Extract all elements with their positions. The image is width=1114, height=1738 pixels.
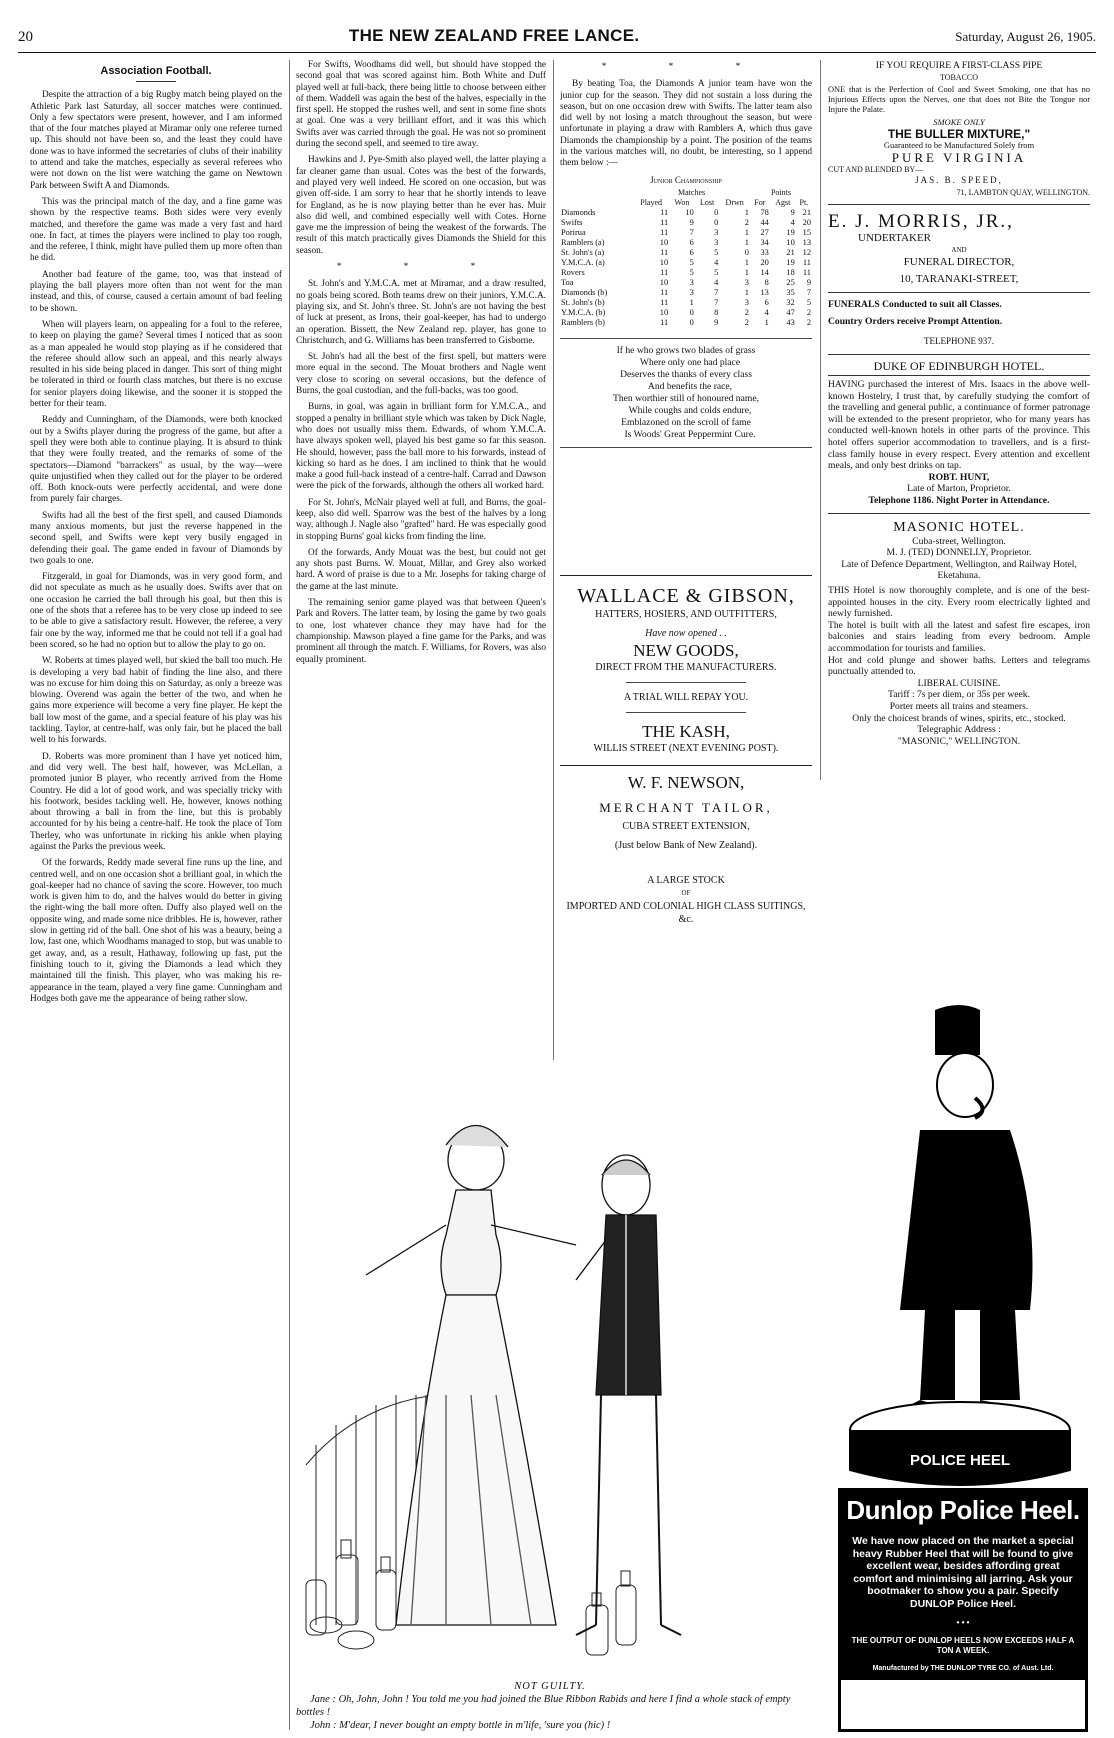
- ad-separator: [828, 292, 1090, 293]
- paragraph: Of the forwards, Reddy made several fine runs up the line, and centred well, and on one occasion shot a brilliant goal, in which the goal-keeper had no chance of saving the score. However, too much work is given him to do, and the halves would do better in giving the right-wing the ball more often. Duffy also played well on the opposite wing, and made some nice dribbles. He is, however, rather slow in getting rid of the ball. One shot of his was a beauty, being a low, fast one, which Woodhams managed to stop, but was unable to get away, and, as a result, Hathaway, following up fast, put the finishing touch to it, giving the Diamonds a lead which they maintained till the finish. This player, who was making his re-appearance in the team, played a very fine game. Cunningham and Hodges both gave me the appearance of being rather slow.: [30, 858, 282, 1004]
- column-divider: [820, 60, 821, 780]
- table-cell: 2: [806, 307, 811, 317]
- table-cell: 7: [689, 227, 694, 237]
- article-column-3: [560, 60, 812, 570]
- table-cell: 11: [660, 227, 669, 237]
- table-cell: 18: [786, 267, 795, 277]
- policeman-icon: [900, 1005, 1035, 1410]
- table-cell: 5: [689, 257, 694, 267]
- table-row: [560, 228, 812, 238]
- table-cell: 3: [714, 237, 719, 247]
- table-cell: 9: [790, 207, 795, 217]
- table-cell: 7: [714, 297, 719, 307]
- morris-and: AND: [951, 245, 967, 254]
- masonic-hotel-late: Late of Defence Department, Wellington, and Railway Hotel, Eketahuna.: [841, 558, 1077, 582]
- column-divider: [289, 60, 290, 1730]
- page-header: [18, 26, 1096, 50]
- table-cell: 20: [802, 217, 811, 227]
- table-cell: 20: [760, 257, 769, 267]
- wallace-gibson-trial: A TRIAL WILL REPAY YOU.: [623, 692, 749, 703]
- table-cell: 7: [714, 287, 719, 297]
- table-cell: 11: [660, 297, 669, 307]
- paragraph: This was the principal match of the day, and a fine game was shown by the respective teams. Both sides were very evenly matched, and therefore the game was made a very fast and hard one. In fact, at times the players were inclined to play too rough, and the referee, I think, might have pulled them up more often than he did.: [30, 196, 282, 264]
- table-cell: 11: [660, 287, 669, 297]
- table-cell: 11: [660, 207, 669, 217]
- table-cell: 10: [786, 237, 795, 247]
- table-cell: 43: [786, 317, 795, 327]
- table-cell: 11: [660, 267, 669, 277]
- team-name: Y.M.C.A. (b): [561, 307, 606, 317]
- cartoon-line-jane: Jane : Oh, John, John ! You told me you had joined the Blue Ribbon Rabids and here I find a whole stack of empty bottles !: [296, 1694, 791, 1718]
- paragraph: For St. John's, McNair played well at full, and Burns, the goal-keep, also did well. Sparrow was the best of the halves by a long way, although J. Nagle also "grafted" hard. He was especially good in stopping Burns' goal kicks from finding the line.: [296, 497, 546, 542]
- table-cell: 32: [786, 297, 795, 307]
- speed-address: 71, LAMBTON QUAY, WELLINGTON.: [956, 187, 1090, 197]
- woman-figure-icon: [366, 1125, 576, 1625]
- policeman-illustration: [830, 1000, 1090, 1490]
- cartoon-illustration: [296, 1065, 804, 1675]
- article-heading: Association Football.: [100, 65, 212, 77]
- duke-hotel-title: DUKE OF EDINBURGH HOTEL.: [873, 358, 1045, 373]
- team-name: Porirua: [561, 227, 586, 237]
- table-body: [560, 208, 812, 328]
- table-cell: 2: [806, 317, 811, 327]
- table-header-cell: For: [754, 197, 766, 207]
- table-cell: 5: [714, 247, 719, 257]
- ad-separator: [828, 354, 1090, 355]
- table-cell: 25: [786, 277, 795, 287]
- heel-box-label: POLICE HEEL: [909, 1452, 1011, 1469]
- ad-separator: [626, 712, 746, 713]
- table-cell: 14: [760, 267, 769, 277]
- table-cell: 8: [764, 277, 769, 287]
- masonic-telegraphic: Telegraphic Address :: [917, 724, 1001, 736]
- masonic-hotel-proprietor: M. J. (TED) DONNELLY, Proprietor.: [886, 547, 1032, 559]
- speed-name: JAS. B. SPEED,: [915, 175, 1003, 186]
- table-cell: 44: [760, 217, 769, 227]
- dunlop-maker: Manufactured by THE DUNLOP TYRE CO. of Aust. Ltd.: [841, 1662, 1085, 1680]
- newson-location: (Just below Bank of New Zealand).: [614, 840, 758, 851]
- duke-hotel-proprietor: ROBT. HUNT,: [928, 471, 990, 483]
- paragraph: Swifts had all the best of the first spell, and caused Diamonds many anxious moments, but just the reverse happened in the second spell, and Swifts were kept very busily engaged in defending their goal. The game ended in favour of Diamonds by two goals to one.: [30, 510, 282, 566]
- table-cell: 27: [760, 227, 769, 237]
- table-cell: 19: [786, 227, 795, 237]
- table-cell: 3: [744, 277, 749, 287]
- buller-mixture: THE BULLER MIXTURE,": [887, 126, 1031, 141]
- duke-hotel-telephone: Telephone 1186. Night Porter in Attendance.: [868, 495, 1050, 507]
- table-cell: 1: [744, 227, 749, 237]
- table-cell: 11: [802, 267, 811, 277]
- paragraph: Despite the attraction of a big Rugby match being played on the Athletic Park last Saturday, all soccer matches were continued. Only a few spectators were present, however, and I am informed that of the four matches played at Miramar only one referee turned up. This should not have been so, and the least they could have done was to have informed the secretaries of clubs of their inability to attend and take the matches, especially as several referees who were not down on the list were watching the game on Newtown Park between Swift A and Diamonds.: [30, 90, 282, 191]
- issue-date: Saturday, August 26, 1905.: [955, 29, 1096, 44]
- dunlop-output: THE OUTPUT OF DUNLOP HEELS NOW EXCEEDS HALF A TON A WEEK.: [841, 1634, 1085, 1662]
- peppermint-cure-verse: [560, 338, 812, 448]
- team-name: Rovers: [561, 267, 585, 277]
- table-cell: 6: [764, 297, 769, 307]
- cartoon-line-john: John : M'dear, I never bought an empty bottle in m'life, 'sure you (hic) !: [310, 1720, 611, 1731]
- verse-line: If he who grows two blades of grass: [616, 344, 756, 356]
- buller-guaranteed: Guaranteed to be Manufactured Solely from: [883, 140, 1035, 151]
- table-cell: 11: [660, 217, 669, 227]
- morris-funeral-director: FUNERAL DIRECTOR,: [903, 255, 1015, 268]
- table-row: [560, 208, 812, 218]
- verse-line: Emblazoned on the scroll of fame: [621, 416, 751, 428]
- table-cell: 10: [659, 257, 669, 267]
- table-header-cell: [560, 198, 633, 208]
- wallace-gibson-title: WALLACE & GIBSON,: [577, 585, 795, 607]
- stock-line-1: A LARGE STOCK: [647, 875, 725, 886]
- page-number: 20: [18, 29, 33, 45]
- pure-virginia: PURE VIRGINIA: [891, 149, 1027, 165]
- article-column-2: [296, 60, 546, 1070]
- stock-line-2: OF: [681, 889, 691, 897]
- masonic-tariff: Tariff : 7s per diem, or 35s per week.: [888, 689, 1030, 701]
- table-row: [560, 278, 812, 288]
- table-row: [560, 298, 812, 308]
- masonic-hotel-body-1: THIS Hotel is now thoroughly complete, and is one of the best-appointed houses in the city. Every room electrically lighted and newly furnished.: [828, 585, 1090, 620]
- table-cell: 1: [744, 287, 749, 297]
- newson-title: W. F. NEWSON,: [627, 773, 745, 792]
- paragraph: Of the forwards, Andy Mouat was the best, but could not get any shots past Burns. W. Mouat, Millar, and Grey also worked hard. A word of praise is due to a Mr. Josephs for taking charge of the game at the last minute.: [296, 547, 546, 592]
- dunlop-dots: • • •: [841, 1616, 1085, 1634]
- table-cell: 78: [760, 207, 769, 217]
- table-group-points: Points: [770, 187, 791, 197]
- advertisements-column-4: [828, 60, 1090, 780]
- team-name: Ramblers (a): [561, 237, 605, 247]
- table-cell: 6: [689, 247, 694, 257]
- wallace-gibson-direct: DIRECT FROM THE MANUFACTURERS.: [595, 662, 777, 673]
- table-cell: 19: [786, 257, 795, 267]
- section-stars: * * *: [601, 62, 771, 72]
- table-cell: 1: [744, 207, 749, 217]
- dunlop-body: We have now placed on the market a special heavy Rubber Heel that will be found to give excellent wear, besides affording great comfort and minimising all jarring. Ask your bootmaker to show you a pair. Specify DUNLOP Police Heel.: [841, 1529, 1085, 1616]
- table-cell: 33: [760, 247, 769, 257]
- table-cell: 13: [760, 287, 769, 297]
- championship-table: [560, 188, 812, 328]
- smoke-only: SMOKE ONLY: [933, 117, 985, 128]
- table-cell: 1: [744, 237, 749, 247]
- the-kash-address: WILLIS STREET (NEXT EVENING POST).: [593, 743, 779, 754]
- table-cell: 12: [802, 247, 811, 257]
- team-name: Y.M.C.A. (a): [561, 257, 605, 267]
- table-group-matches: Matches: [678, 187, 706, 197]
- team-name: Ramblers (b): [561, 317, 605, 327]
- paragraph: Another bad feature of the game, too, was that instead of playing the ball players more often than not went for the man instead, and this, of course, caused a certain amount of bad feeling to be shown.: [30, 269, 282, 314]
- table-cell: 9: [806, 277, 811, 287]
- masonic-wines: Only the choicest brands of wines, spirits, etc., stocked.: [852, 712, 1066, 724]
- paragraph: Fitzgerald, in goal for Diamonds, was in very good form, and did not speculate as much as he usually does. Swifts aver that on one occasion he carried the ball through his goal, but then this is one of the shots that a referee has to be very close up indeed to see to be able to give a satisfactory result. However, the referee, a very fair one by the way, informed me that he could not tell if a goal had been scored, so he had no option but to allow the play to go on.: [30, 572, 282, 650]
- morris-undertaker: UNDERTAKER: [858, 232, 932, 245]
- table-cell: 7: [806, 287, 811, 297]
- heading-rule: [136, 81, 176, 82]
- duke-hotel-body: HAVING purchased the interest of Mrs. Isaacs in the above well-known Hostelry, I trust that, by carefully studying the comfort of the travelling and general public, a continuance of former patronage will be extended to the present proprietor, who for many years has conducted well-known hotels in other parts of the province. This hotel offers superior accommodation to travellers, and is a first-class family house in every respect. Every attention and excellent meals, and only best drinks on tap.: [828, 379, 1090, 472]
- table-cell: 3: [689, 287, 694, 297]
- morris-title: E. J. MORRIS, JR.,: [828, 211, 1014, 233]
- newspaper-title: THE NEW ZEALAND FREE LANCE.: [348, 26, 640, 45]
- table-cell: 4: [764, 307, 769, 317]
- dunlop-heading: Dunlop Police Heel.: [841, 1491, 1085, 1529]
- paragraph: When will players learn, on appealing for a foul to the referee, to keep on playing the game? Several times I noticed that as soon as a man appealed he would stop playing as if he considered that the referee should allow such an appeal, and this nearly always resulted in his side being placed in danger. This sort of thing might be tolerated in third or fourth class matches, but there is no excuse for senior players doing likewise, and the sooner it is stopped the better for their team.: [30, 319, 282, 410]
- table-cell: 11: [802, 257, 811, 267]
- pipe-ad-body: ONE that is the Perfection of Cool and Sweet Smoking, one that has no Injurious Effects upon the Nerves, one that does not Bite the Tongue nor Injure the Palate.: [828, 85, 1090, 115]
- paragraph: St. John's had all the best of the first spell, but matters were more equal in the second. The Mouat brothers and Nagle went very close to scoring on several occasions, but the defence of Burns, the goal custodian, and the full-backs, was too good.: [296, 352, 546, 397]
- table-cell: 1: [764, 317, 769, 327]
- paragraph: Hawkins and J. Pye-Smith also played well, the latter playing a far cleaner game than usual. Cotes was the best of the forwards, and played very well indeed. He scored on one occasion, but was given off-side. I am sorry to hear that he shortly intends to leave for England, as he is now playing better than he ever has. Muir also did well, and combined especially well with Cotes. Horne gave me the impression of being the weakest of the forwards. The result of this match practically gives Diamonds the Shield for this season.: [296, 155, 546, 256]
- table-cell: 0: [744, 247, 749, 257]
- morris-address: 10, TARANAKI-STREET,: [899, 273, 1019, 286]
- table-row: [560, 288, 812, 298]
- the-kash: THE KASH,: [642, 722, 730, 741]
- table-cell: 0: [714, 217, 719, 227]
- table-row: [560, 268, 812, 278]
- team-name: Toa: [561, 277, 574, 287]
- table-header-cell: Lost: [699, 197, 715, 207]
- table-cell: 11: [660, 247, 669, 257]
- masonic-hotel-street: Cuba-street, Wellington.: [912, 535, 1006, 547]
- table-cell: 35: [786, 287, 795, 297]
- newson-trade: MERCHANT TAILOR,: [599, 800, 773, 815]
- table-cell: 2: [744, 317, 749, 327]
- team-name: Diamonds (b): [561, 287, 608, 297]
- pipe-ad-heading: IF YOU REQUIRE A FIRST-CLASS PIPE: [875, 60, 1043, 71]
- masonic-hotel-body-3: Hot and cold plunge and shower baths. Letters and telegrams punctually attended to.: [828, 654, 1090, 678]
- man-figure-icon: [576, 1155, 681, 1635]
- morris-telephone: TELEPHONE 937.: [924, 335, 994, 346]
- paragraph: St. John's and Y.M.C.A. met at Miramar, and a draw resulted, no goals being scored. Both teams drew on their juniors, Y.M.C.A. playing six, and St. John's three. St. John's are not having the best of luck at present, as Irons, their goal-keeper, has had to undergo an operation. Bissett, the New Zealand rep. player, has gone to Christchurch, and G. Williams has been transferred to Gisborne.: [296, 279, 546, 346]
- masonic-hotel-title: MASONIC HOTEL.: [893, 519, 1025, 535]
- masonic-hotel-body-2: The hotel is built with all the latest and safest fire escapes, iron balconies and stairs leading from every bedroom. Ample accommodation for tourists and families.: [828, 619, 1090, 654]
- article-column-1: [30, 60, 282, 1730]
- table-row: [560, 308, 812, 318]
- paragraph: The remaining senior game played was that between Queen's Park and Rovers. The latter team, by losing the game by two goals to one, lost whatever chance they may have had for the championship. Mawson played a fine game for the Parks, and was prominent all through the match. F. Williams, for Rovers, was also equally prominent.: [296, 598, 546, 665]
- table-cell: 10: [659, 277, 669, 287]
- table-cell: 15: [802, 227, 811, 237]
- wallace-gibson-opened: Have now opened . .: [645, 628, 727, 639]
- table-cell: 1: [744, 257, 749, 267]
- wallace-gibson-trade: HATTERS, HOSIERS, AND OUTFITTERS,: [595, 609, 777, 620]
- team-name: St. John's (b): [561, 297, 605, 307]
- cut-and-blended: CUT AND BLENDED BY—: [828, 164, 924, 174]
- verse-line: While coughs and colds endure,: [628, 404, 752, 416]
- table-row: [560, 218, 812, 228]
- verse-line: And benefits the race,: [647, 380, 733, 392]
- table-cell: 1: [744, 267, 749, 277]
- masonic-telegraphic-address: "MASONIC," WELLINGTON.: [897, 735, 1021, 747]
- paragraph: For Swifts, Woodhams did well, but should have stopped the second goal that was scored against him. Both White and Duff played well at full-back, there being little to choose between either of them. Waddell was again the best of the halves, especially in the first spell. He stopped the rushes well, and sent in some fine shots at goal. One was a very brilliant effort, and it was this which Swifts aver was carried through the goal. He was not so prominent during the second spell, and seemed to tire away.: [296, 60, 546, 150]
- table-row: [560, 248, 812, 258]
- table-cell: 11: [660, 317, 669, 327]
- advertisements-column-3: [560, 575, 812, 1006]
- table-row: [560, 318, 812, 328]
- table-header-cell: Agst: [775, 197, 791, 207]
- table-header-row: [560, 198, 812, 208]
- table-cell: 6: [689, 237, 694, 247]
- table-cell: 2: [744, 307, 749, 317]
- table-cell: 21: [786, 247, 795, 257]
- table-cell: 47: [786, 307, 795, 317]
- table-cell: 4: [714, 277, 719, 287]
- table-header-cell: Won: [674, 197, 690, 207]
- newson-address: CUBA STREET EXTENSION,: [622, 821, 750, 832]
- table-cell: 21: [802, 207, 811, 217]
- paragraph: Burns, in goal, was again in brilliant form for Y.M.C.A., and stopped a penalty in brilliant style which was taken by Dick Nagle, who does not usually miss them. Edwards, of whom Y.M.C.A. have always spoken well, played his best game so far this season. He should, however, pass the ball more to his forwards, instead of kicking so hard as he does. I am inclined to think that he would make a good full-back instead of a centre-half. Carrad and Dawson were the pick of the forwards, although the others all worked hard.: [296, 402, 546, 492]
- table-cell: 5: [714, 267, 719, 277]
- stock-line-3: IMPORTED AND COLONIAL HIGH CLASS SUITINGS, &c.: [566, 901, 806, 925]
- table-cell: 10: [659, 307, 669, 317]
- paragraph: D. Roberts was more prominent than I have yet noticed him, and did very well. The best half, however, was McLellan, a promoted junior B player, who recently arrived from the Home Country. He did a lot of good work, and was specially tricky with his footwork, besides tackling well. He, however, knows nothing about throwing a ball in from the line, but this is probably accounted for by his being a centre-half. He took the place of Tom Therley, who was unfortunate in ricking his ankle when playing against the Parks the previous week.: [30, 751, 282, 852]
- duke-hotel-late: Late of Marton, Proprietor.: [907, 483, 1011, 495]
- table-cell: 10: [659, 237, 669, 247]
- ad-separator: [828, 513, 1090, 514]
- table-cell: 3: [744, 297, 749, 307]
- table-cell: 9: [689, 217, 694, 227]
- ad-separator: [828, 204, 1090, 205]
- table-cell: 5: [689, 267, 694, 277]
- verse-line: Where only one had place: [639, 356, 741, 368]
- header-rule: [18, 52, 1096, 53]
- table-header-cell: Drwn: [725, 197, 744, 207]
- police-heel-box-icon: [850, 1402, 1070, 1485]
- cartoon-caption: [296, 1680, 804, 1732]
- table-header-cell: Pt.: [799, 197, 809, 207]
- table-cell: 2: [744, 217, 749, 227]
- section-stars: * * *: [336, 262, 506, 273]
- table-cell: 0: [689, 307, 694, 317]
- morris-country-orders: Country Orders receive Prompt Attention.: [828, 316, 1003, 328]
- table-cell: 10: [685, 207, 694, 217]
- table-cell: 0: [714, 207, 719, 217]
- team-name: St. John's (a): [561, 247, 605, 257]
- table-row: [560, 258, 812, 268]
- paragraph: Reddy and Cunningham, of the Diamonds, were both knocked out by a Swifts player during the progress of the game, but after a spell they were both able to continue playing. It is absurd to think that they were foully treated, and the remarks of some of the spectators—Diamond "barrackers" as usual, by the way—were quite unjustified when they called out for the player to be ordered off. Both knock-outs were perfectly accidental, and were done from purely fair charges.: [30, 415, 282, 505]
- table-cell: 4: [714, 257, 719, 267]
- team-name: Swifts: [561, 217, 583, 227]
- table-title: Junior Championship: [650, 174, 722, 185]
- paragraph: By beating Toa, the Diamonds A junior team have won the junior cup for the season. They did not sustain a loss during the season, but on one occasion drew with Swifts. The latter team also did well by not losing a match throughout the season, but were unfortunate in playing a draw with Ramblers A, which thus gave Diamonds the championship by a point. The position of the teams in the various matches will, no doubt, be interesting, so I append them below :—: [560, 79, 812, 169]
- paragraph: W. Roberts at times played well, but skied the ball too much. He is developing a very bad habit of finding the line also, and there was no excuse for him doing this on Saturday, as only a breeze was blowing. Overend was again the better of the two, and when he gains more experience will become a very fine player. He kept the ball low most of the game, and a special feature of his play was his tackling. Taylor, at centre-half, was only fair, but he placed the ball well to his forwards.: [30, 656, 282, 746]
- ad-separator: [828, 375, 1090, 376]
- table-cell: 13: [802, 237, 811, 247]
- pipe-ad-tobacco: TOBACCO: [939, 72, 979, 82]
- ad-separator: [626, 682, 746, 683]
- verse-line: Then worthier still of honoured name,: [612, 392, 759, 404]
- table-row: [560, 238, 812, 248]
- table-cell: 3: [689, 277, 694, 287]
- table-cell: 5: [806, 297, 811, 307]
- table-cell: 4: [790, 217, 795, 227]
- table-cell: 3: [714, 227, 719, 237]
- wallace-gibson-goods: NEW GOODS,: [633, 641, 739, 660]
- morris-funerals: FUNERALS Conducted to suit all Classes.: [828, 298, 1002, 310]
- team-name: Diamonds: [561, 207, 596, 217]
- table-cell: 8: [714, 307, 719, 317]
- verse-line: Deserves the thanks of every class: [620, 368, 752, 380]
- dunlop-police-heel-ad: [838, 1488, 1088, 1732]
- verse-line: Is Woods' Great Peppermint Cure.: [624, 428, 756, 440]
- cartoon-title: NOT GUILTY.: [514, 1681, 586, 1692]
- table-cell: 1: [689, 297, 694, 307]
- table-cell: 9: [714, 317, 719, 327]
- table-cell: 34: [760, 237, 769, 247]
- table-cell: 0: [689, 317, 694, 327]
- masonic-liberal-cuisine: LIBERAL CUISINE.: [917, 677, 1001, 689]
- column-divider: [553, 60, 554, 1060]
- table-header-cell: Played: [640, 197, 663, 207]
- masonic-porter: Porter meets all trains and steamers.: [889, 700, 1029, 712]
